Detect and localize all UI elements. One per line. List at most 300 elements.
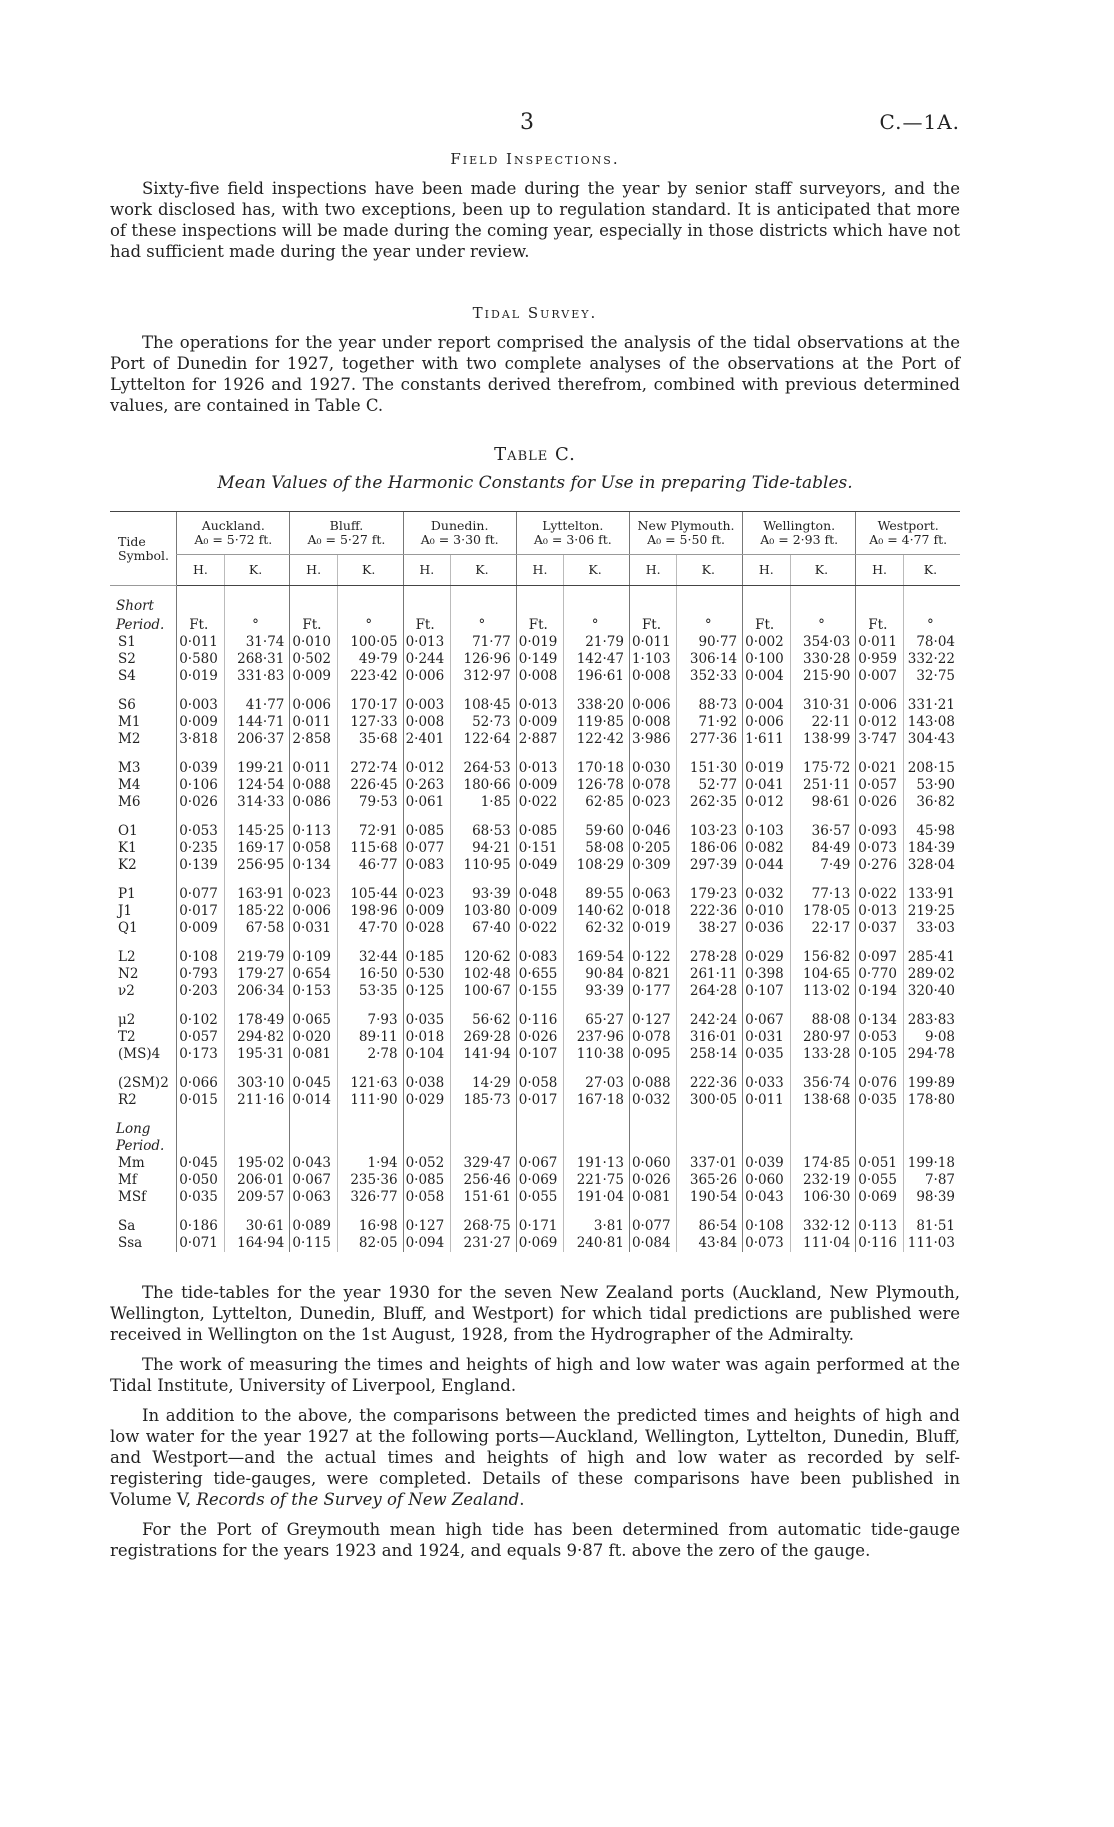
amplitude-h-cell: 0·051 <box>856 1155 903 1172</box>
phase-k-cell: 199·89 <box>903 1075 960 1092</box>
tide-symbol: R2 <box>118 1092 137 1108</box>
phase-k-cell: 156·82 <box>790 949 856 966</box>
amplitude-h-cell: 0·173 <box>177 1046 224 1063</box>
table-row <box>110 794 960 811</box>
phase-k-cell: 300·05 <box>677 1092 743 1109</box>
phase-k-cell: 195·31 <box>224 1046 290 1063</box>
phase-k-cell: 332·12 <box>790 1218 856 1235</box>
phase-k-cell: 2·78 <box>337 1046 403 1063</box>
amplitude-h-cell: 0·085 <box>403 1172 450 1189</box>
page-number: 3 <box>520 110 534 135</box>
amplitude-h-cell: 0·009 <box>177 920 224 937</box>
amplitude-h-cell: 0·013 <box>403 634 450 651</box>
phase-k-cell: 56·62 <box>451 1012 517 1029</box>
amplitude-h-cell: 0·077 <box>177 886 224 903</box>
amplitude-h-cell: 0·037 <box>856 920 903 937</box>
phase-k-cell: 184·39 <box>903 840 960 857</box>
phase-k-cell: 237·96 <box>564 1029 630 1046</box>
amplitude-h-cell: 0·094 <box>403 1235 450 1252</box>
amplitude-h-cell: 2·401 <box>403 731 450 748</box>
table-row <box>110 1155 960 1172</box>
amplitude-h-cell: 0·083 <box>516 949 563 966</box>
amplitude-h-cell: 0·043 <box>743 1189 790 1206</box>
amplitude-h-cell: 0·004 <box>743 697 790 714</box>
amplitude-h-cell: 0·022 <box>856 886 903 903</box>
amplitude-h-cell: 0·026 <box>856 794 903 811</box>
phase-k-cell: 164·94 <box>224 1235 290 1252</box>
page-header <box>110 110 960 134</box>
amplitude-h-cell: 0·002 <box>743 634 790 651</box>
amplitude-h-cell: 0·086 <box>290 794 337 811</box>
phase-k-cell: 31·74 <box>224 634 290 651</box>
table-subtitle: Mean Values of the Harmonic Constants for Use in preparing Tide-tables. <box>217 473 853 493</box>
phase-k-cell: 62·85 <box>564 794 630 811</box>
amplitude-h-cell: 0·008 <box>629 668 676 685</box>
amplitude-h-cell: 0·008 <box>403 714 450 731</box>
phase-k-cell: 142·47 <box>564 651 630 668</box>
amplitude-h-cell: 0·085 <box>403 823 450 840</box>
tide-symbol: Ssa <box>118 1235 143 1251</box>
amplitude-h-cell: 0·073 <box>856 840 903 857</box>
phase-k-cell: 174·85 <box>790 1155 856 1172</box>
phase-k-cell: 71·77 <box>451 634 517 651</box>
phase-k-cell: 41·77 <box>224 697 290 714</box>
port-name: Bluff. <box>329 518 364 533</box>
tide-symbol: MSf <box>118 1189 147 1205</box>
phase-k-cell: 126·96 <box>451 651 517 668</box>
tide-symbol: μ2 <box>118 1012 136 1028</box>
phase-k-cell: 221·75 <box>564 1172 630 1189</box>
amplitude-h-cell: 0·171 <box>516 1218 563 1235</box>
table-row <box>110 714 960 731</box>
amplitude-h-cell: 0·011 <box>177 634 224 651</box>
phase-k-cell: 1·94 <box>337 1155 403 1172</box>
unit-feet: Ft. <box>629 615 676 634</box>
tide-symbol: M2 <box>118 731 141 747</box>
phase-k-cell: 77·13 <box>790 886 856 903</box>
phase-k-cell: 27·03 <box>564 1075 630 1092</box>
amplitude-h-cell: 0·031 <box>743 1029 790 1046</box>
amplitude-h-cell: 0·019 <box>177 668 224 685</box>
amplitude-h-cell: 0·066 <box>177 1075 224 1092</box>
phase-k-cell: 65·27 <box>564 1012 630 1029</box>
h-column-header: H. <box>290 555 337 586</box>
phase-k-cell: 209·57 <box>224 1189 290 1206</box>
amplitude-h-cell: 0·116 <box>516 1012 563 1029</box>
port-mean-level: A₀ = 4·77 ft. <box>869 532 948 547</box>
port-name: New Plymouth. <box>637 518 735 533</box>
amplitude-h-cell: 0·108 <box>743 1218 790 1235</box>
phase-k-cell: 138·99 <box>790 731 856 748</box>
phase-k-cell: 126·78 <box>564 777 630 794</box>
amplitude-h-cell: 0·009 <box>290 668 337 685</box>
amplitude-h-cell: 0·205 <box>629 840 676 857</box>
k-column-header: K. <box>337 555 403 586</box>
amplitude-h-cell: 0·084 <box>629 1235 676 1252</box>
phase-k-cell: 103·23 <box>677 823 743 840</box>
tide-symbol: M3 <box>118 760 141 776</box>
amplitude-h-cell: 0·655 <box>516 966 563 983</box>
unit-degrees: ° <box>564 615 630 634</box>
amplitude-h-cell: 0·023 <box>629 794 676 811</box>
amplitude-h-cell: 0·008 <box>516 668 563 685</box>
phase-k-cell: 206·37 <box>224 731 290 748</box>
amplitude-h-cell: 0·052 <box>403 1155 450 1172</box>
amplitude-h-cell: 0·107 <box>516 1046 563 1063</box>
phase-k-cell: 178·49 <box>224 1012 290 1029</box>
document-page <box>110 110 960 1570</box>
phase-k-cell: 269·28 <box>451 1029 517 1046</box>
phase-k-cell: 121·63 <box>337 1075 403 1092</box>
amplitude-h-cell: 0·151 <box>516 840 563 857</box>
amplitude-h-cell: 0·049 <box>516 857 563 874</box>
phase-k-cell: 100·05 <box>337 634 403 651</box>
phase-k-cell: 169·54 <box>564 949 630 966</box>
table-row <box>110 1029 960 1046</box>
tide-symbol: Mm <box>118 1155 145 1171</box>
phase-k-cell: 303·10 <box>224 1075 290 1092</box>
amplitude-h-cell: 0·017 <box>516 1092 563 1109</box>
phase-k-cell: 111·04 <box>790 1235 856 1252</box>
amplitude-h-cell: 0·235 <box>177 840 224 857</box>
table-row <box>110 966 960 983</box>
table-row <box>110 634 960 651</box>
amplitude-h-cell: 0·071 <box>177 1235 224 1252</box>
phase-k-cell: 22·11 <box>790 714 856 731</box>
amplitude-h-cell: 0·186 <box>177 1218 224 1235</box>
tide-symbol: S1 <box>118 634 136 650</box>
phase-k-cell: 53·90 <box>903 777 960 794</box>
table-row <box>110 920 960 937</box>
phase-k-cell: 199·18 <box>903 1155 960 1172</box>
phase-k-cell: 304·43 <box>903 731 960 748</box>
phase-k-cell: 32·44 <box>337 949 403 966</box>
phase-k-cell: 331·83 <box>224 668 290 685</box>
table-row <box>110 886 960 903</box>
k-column-header: K. <box>224 555 290 586</box>
phase-k-cell: 36·82 <box>903 794 960 811</box>
table-row <box>110 651 960 668</box>
records-reference: Records of the Survey of New Zealand <box>196 1490 520 1509</box>
amplitude-h-cell: 0·263 <box>403 777 450 794</box>
amplitude-h-cell: 0·006 <box>290 697 337 714</box>
period-label: Long <box>116 1121 151 1137</box>
period-label: Short <box>116 598 154 614</box>
amplitude-h-cell: 0·013 <box>516 697 563 714</box>
phase-k-cell: 163·91 <box>224 886 290 903</box>
table-row <box>110 668 960 685</box>
document-reference: C.—1A. <box>879 110 960 134</box>
phase-k-cell: 145·25 <box>224 823 290 840</box>
amplitude-h-cell: 0·038 <box>403 1075 450 1092</box>
amplitude-h-cell: 0·103 <box>743 823 790 840</box>
phase-k-cell: 49·79 <box>337 651 403 668</box>
tide-symbol: P1 <box>118 886 136 902</box>
amplitude-h-cell: 0·012 <box>743 794 790 811</box>
amplitude-h-cell: 0·058 <box>516 1075 563 1092</box>
phase-k-cell: 338·20 <box>564 697 630 714</box>
port-mean-level: A₀ = 3·06 ft. <box>533 532 612 547</box>
tide-symbol: K2 <box>118 857 137 873</box>
phase-k-cell: 297·39 <box>677 857 743 874</box>
amplitude-h-cell: 0·082 <box>743 840 790 857</box>
amplitude-h-cell: 0·153 <box>290 983 337 1000</box>
k-column-header: K. <box>564 555 630 586</box>
table-title: Table C. <box>494 444 576 465</box>
phase-k-cell: 89·11 <box>337 1029 403 1046</box>
phase-k-cell: 58·08 <box>564 840 630 857</box>
unit-feet: Ft. <box>856 615 903 634</box>
amplitude-h-cell: 0·127 <box>403 1218 450 1235</box>
h-column-header: H. <box>403 555 450 586</box>
tide-symbol: S4 <box>118 668 136 684</box>
amplitude-h-cell: 0·085 <box>516 823 563 840</box>
table-row <box>110 697 960 714</box>
phase-k-cell: 138·68 <box>790 1092 856 1109</box>
table-row <box>110 1075 960 1092</box>
k-column-header: K. <box>903 555 960 586</box>
phase-k-cell: 306·14 <box>677 651 743 668</box>
amplitude-h-cell: 0·011 <box>856 634 903 651</box>
phase-k-cell: 211·16 <box>224 1092 290 1109</box>
phase-k-cell: 100·67 <box>451 983 517 1000</box>
phase-k-cell: 326·77 <box>337 1189 403 1206</box>
period-label-row <box>110 598 960 615</box>
table-row <box>110 983 960 1000</box>
amplitude-h-cell: 0·203 <box>177 983 224 1000</box>
phase-k-cell: 16·50 <box>337 966 403 983</box>
unit-feet: Ft. <box>516 615 563 634</box>
phase-k-cell: 1·85 <box>451 794 517 811</box>
unit-feet: Ft. <box>290 615 337 634</box>
port-mean-level: A₀ = 5·27 ft. <box>307 532 386 547</box>
amplitude-h-cell: 0·013 <box>856 903 903 920</box>
phase-k-cell: 190·54 <box>677 1189 743 1206</box>
amplitude-h-cell: 0·959 <box>856 651 903 668</box>
amplitude-h-cell: 0·244 <box>403 651 450 668</box>
phase-k-cell: 140·62 <box>564 903 630 920</box>
amplitude-h-cell: 0·035 <box>743 1046 790 1063</box>
phase-k-cell: 151·61 <box>451 1189 517 1206</box>
port-name: Auckland. <box>201 518 265 533</box>
phase-k-cell: 191·04 <box>564 1189 630 1206</box>
phase-k-cell: 219·25 <box>903 903 960 920</box>
amplitude-h-cell: 0·029 <box>403 1092 450 1109</box>
phase-k-cell: 78·04 <box>903 634 960 651</box>
amplitude-h-cell: 0·073 <box>743 1235 790 1252</box>
unit-feet: Ft. <box>403 615 450 634</box>
amplitude-h-cell: 0·011 <box>743 1092 790 1109</box>
phase-k-cell: 127·33 <box>337 714 403 731</box>
table-row <box>110 1189 960 1206</box>
amplitude-h-cell: 0·077 <box>403 840 450 857</box>
amplitude-h-cell: 2·858 <box>290 731 337 748</box>
amplitude-h-cell: 0·077 <box>629 1218 676 1235</box>
phase-k-cell: 219·79 <box>224 949 290 966</box>
group-spacer <box>110 1000 960 1012</box>
amplitude-h-cell: 0·003 <box>177 697 224 714</box>
phase-k-cell: 98·61 <box>790 794 856 811</box>
phase-k-cell: 45·98 <box>903 823 960 840</box>
amplitude-h-cell: 1·611 <box>743 731 790 748</box>
tide-symbol: S6 <box>118 697 136 713</box>
amplitude-h-cell: 0·006 <box>403 668 450 685</box>
period-label: Period. <box>116 617 165 633</box>
phase-k-cell: 98·39 <box>903 1189 960 1206</box>
unit-degrees: ° <box>337 615 403 634</box>
phase-k-cell: 240·81 <box>564 1235 630 1252</box>
group-spacer <box>110 586 960 599</box>
phase-k-cell: 169·17 <box>224 840 290 857</box>
table-row <box>110 731 960 748</box>
phase-k-cell: 256·46 <box>451 1172 517 1189</box>
amplitude-h-cell: 0·122 <box>629 949 676 966</box>
amplitude-h-cell: 0·053 <box>856 1029 903 1046</box>
phase-k-cell: 7·87 <box>903 1172 960 1189</box>
amplitude-h-cell: 0·039 <box>743 1155 790 1172</box>
phase-k-cell: 84·49 <box>790 840 856 857</box>
amplitude-h-cell: 0·026 <box>629 1172 676 1189</box>
table-row <box>110 823 960 840</box>
amplitude-h-cell: 0·177 <box>629 983 676 1000</box>
phase-k-cell: 7·49 <box>790 857 856 874</box>
h-column-header: H. <box>516 555 563 586</box>
tide-symbol: Q1 <box>118 920 138 936</box>
amplitude-h-cell: 0·134 <box>856 1012 903 1029</box>
phase-k-cell: 231·27 <box>451 1235 517 1252</box>
port-header <box>177 512 290 555</box>
amplitude-h-cell: 0·061 <box>403 794 450 811</box>
amplitude-h-cell: 0·398 <box>743 966 790 983</box>
phase-k-cell: 206·34 <box>224 983 290 1000</box>
comparisons-text: In addition to the above, the comparisons between the predicted times and heights of high and low water for the year 1927 at the following ports—Auckland, Wellington, Lyttelton, Dunedin, Bluff, and Westport—and the actual times and heights of high and low water as recorded by self-registering tide-gauges, were completed. Details of these comparisons have been published in Volume V, <box>110 1406 960 1509</box>
amplitude-h-cell: 0·039 <box>177 760 224 777</box>
phase-k-cell: 119·85 <box>564 714 630 731</box>
phase-k-cell: 110·38 <box>564 1046 630 1063</box>
amplitude-h-cell: 3·747 <box>856 731 903 748</box>
phase-k-cell: 175·72 <box>790 760 856 777</box>
amplitude-h-cell: 0·050 <box>177 1172 224 1189</box>
port-mean-level: A₀ = 3·30 ft. <box>420 532 499 547</box>
group-spacer <box>110 1063 960 1075</box>
group-spacer <box>110 874 960 886</box>
amplitude-h-cell: 0·125 <box>403 983 450 1000</box>
phase-k-cell: 294·82 <box>224 1029 290 1046</box>
phase-k-cell: 88·73 <box>677 697 743 714</box>
phase-k-cell: 277·36 <box>677 731 743 748</box>
amplitude-h-cell: 0·069 <box>516 1172 563 1189</box>
tide-symbol: S2 <box>118 651 136 667</box>
amplitude-h-cell: 0·580 <box>177 651 224 668</box>
phase-k-cell: 180·66 <box>451 777 517 794</box>
paragraph-greymouth: For the Port of Greymouth mean high tide has been determined from automatic tide-gauge registrations for the years 1923 and 1924, and equals 9·87 ft. above the zero of the gauge. <box>110 1520 960 1560</box>
port-name: Westport. <box>877 518 939 533</box>
group-spacer <box>110 811 960 823</box>
phase-k-cell: 32·75 <box>903 668 960 685</box>
amplitude-h-cell: 0·031 <box>290 920 337 937</box>
amplitude-h-cell: 0·036 <box>743 920 790 937</box>
phase-k-cell: 151·30 <box>677 760 743 777</box>
phase-k-cell: 133·28 <box>790 1046 856 1063</box>
h-column-header: H. <box>177 555 224 586</box>
phase-k-cell: 262·35 <box>677 794 743 811</box>
amplitude-h-cell: 0·018 <box>403 1029 450 1046</box>
table-row <box>110 949 960 966</box>
phase-k-cell: 108·29 <box>564 857 630 874</box>
phase-k-cell: 67·40 <box>451 920 517 937</box>
unit-degrees: ° <box>790 615 856 634</box>
port-name: Lyttelton. <box>542 518 604 533</box>
phase-k-cell: 46·77 <box>337 857 403 874</box>
amplitude-h-cell: 0·065 <box>290 1012 337 1029</box>
table-row <box>110 1172 960 1189</box>
amplitude-h-cell: 0·044 <box>743 857 790 874</box>
phase-k-cell: 115·68 <box>337 840 403 857</box>
amplitude-h-cell: 0·134 <box>290 857 337 874</box>
phase-k-cell: 52·73 <box>451 714 517 731</box>
table-row <box>110 1235 960 1252</box>
unit-feet: Ft. <box>177 615 224 634</box>
amplitude-h-cell: 0·021 <box>856 760 903 777</box>
k-column-header: K. <box>790 555 856 586</box>
amplitude-h-cell: 0·113 <box>290 823 337 840</box>
amplitude-h-cell: 0·194 <box>856 983 903 1000</box>
amplitude-h-cell: 0·028 <box>403 920 450 937</box>
amplitude-h-cell: 0·058 <box>403 1189 450 1206</box>
phase-k-cell: 104·65 <box>790 966 856 983</box>
amplitude-h-cell: 0·104 <box>403 1046 450 1063</box>
amplitude-h-cell: 0·139 <box>177 857 224 874</box>
port-header <box>290 512 403 555</box>
unit-degrees: ° <box>451 615 517 634</box>
phase-k-cell: 330·28 <box>790 651 856 668</box>
amplitude-h-cell: 0·095 <box>629 1046 676 1063</box>
amplitude-h-cell: 0·048 <box>516 886 563 903</box>
section-title-field-inspections: Field Inspections. <box>450 150 620 168</box>
tide-symbol: O1 <box>118 823 138 839</box>
group-spacer <box>110 937 960 949</box>
amplitude-h-cell: 0·078 <box>629 777 676 794</box>
amplitude-h-cell: 0·067 <box>290 1172 337 1189</box>
port-header <box>629 512 742 555</box>
group-spacer <box>110 1109 960 1121</box>
phase-k-cell: 93·39 <box>451 886 517 903</box>
paragraph-field-inspections: Sixty-five field inspections have been made during the year by senior staff surveyors, and the work disclosed has, with two exceptions, been up to regulation standard. It is anticipated that more of these inspections will be made during the coming year, especially in those districts which have not had sufficient made during the year under review. <box>110 179 960 261</box>
amplitude-h-cell: 0·097 <box>856 949 903 966</box>
amplitude-h-cell: 0·067 <box>743 1012 790 1029</box>
port-name: Wellington. <box>763 518 836 533</box>
phase-k-cell: 365·26 <box>677 1172 743 1189</box>
phase-k-cell: 264·53 <box>451 760 517 777</box>
table-row <box>110 777 960 794</box>
phase-k-cell: 102·48 <box>451 966 517 983</box>
port-name: Dunedin. <box>430 518 489 533</box>
phase-k-cell: 235·36 <box>337 1172 403 1189</box>
amplitude-h-cell: 0·109 <box>290 949 337 966</box>
tide-symbol: M1 <box>118 714 141 730</box>
amplitude-h-cell: 0·105 <box>856 1046 903 1063</box>
phase-k-cell: 67·58 <box>224 920 290 937</box>
amplitude-h-cell: 0·309 <box>629 857 676 874</box>
amplitude-h-cell: 0·043 <box>290 1155 337 1172</box>
amplitude-h-cell: 0·006 <box>290 903 337 920</box>
amplitude-h-cell: 0·007 <box>856 668 903 685</box>
harmonic-constants-table <box>110 511 960 1252</box>
phase-k-cell: 178·05 <box>790 903 856 920</box>
phase-k-cell: 90·84 <box>564 966 630 983</box>
amplitude-h-cell: 0·821 <box>629 966 676 983</box>
phase-k-cell: 354·03 <box>790 634 856 651</box>
